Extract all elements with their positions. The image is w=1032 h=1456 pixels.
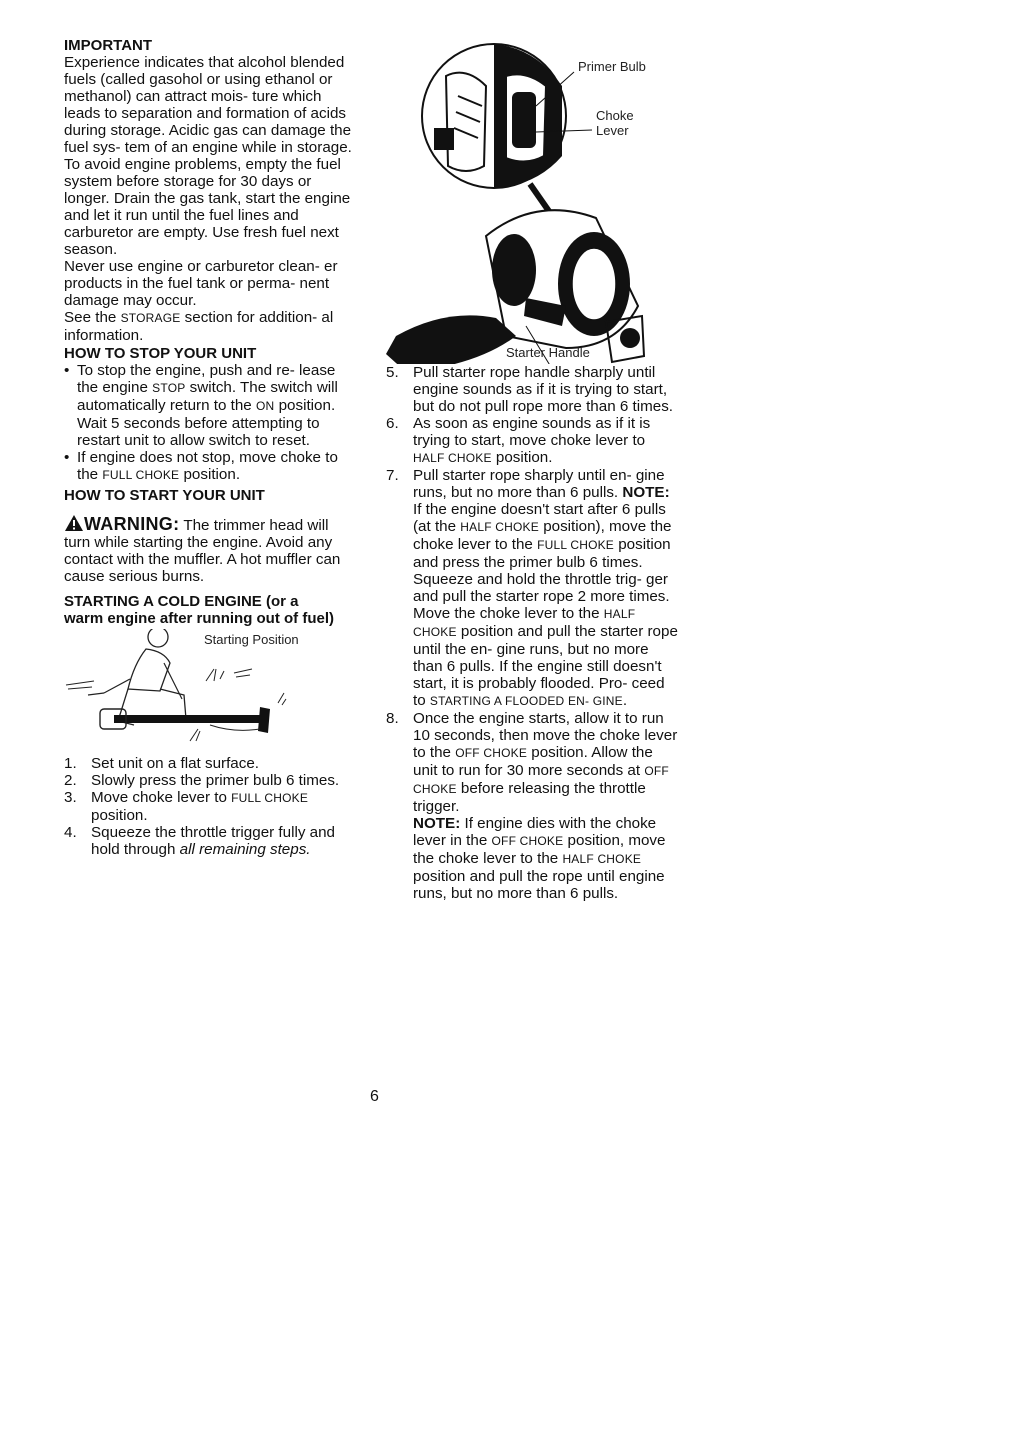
start-step-5: 5. Pull starter rope handle sharply until engine sounds as if it is trying to start, but do not pull rope more than 6 times. <box>386 364 674 415</box>
warning-block <box>64 514 356 585</box>
starting-position-figure <box>64 629 356 755</box>
primer-bulb-label: Primer Bulb <box>578 59 646 74</box>
cold-start-heading: STARTING A COLD ENGINE (or a warm engine after running out of fuel) <box>64 593 334 627</box>
start-step-7: 7. Pull starter rope sharply until en- gine runs, but no more than 6 pulls. NOTE: If the engine doesn't start after 6 pulls (at the HALF CHOKE position), move the choke lever to the FULL CHOKE position and press the primer bulb 6 times. Squeeze and hold the throttle trig- ger and pull the starter rope 2 more times. Move the choke lever to the HALF CHOKE position and pull the starter rope until the en- gine runs, but no more than 6 pulls. If the engine still doesn't start, it is probably flooded. Pro- ceed to STARTING A FLOODED EN- GINE. <box>386 467 678 709</box>
starting-position-label: Starting Position <box>204 632 299 647</box>
left-column <box>64 36 356 858</box>
start-step-8: 8. Once the engine starts, allow it to run 10 seconds, then move the choke lever to the OFF CHOKE position. Allow the unit to run for 30 more seconds at OFF CHOKE before releasing the throttle trigger. NOTE: If engine dies with the choke lever in the OFF CHOKE position, move the choke lever to the HALF CHOKE position and pull the rope until engine runs, but no more than 6 pulls. <box>386 710 678 902</box>
warning-icon <box>64 514 84 532</box>
important-heading: IMPORTANT <box>64 37 153 54</box>
start-step-3: 3. Move choke lever to FULL CHOKE position. <box>64 789 309 824</box>
start-step-4: 4. Squeeze the throttle trigger fully and hold through all remaining steps. <box>64 824 335 858</box>
start-step-1: 1. Set unit on a flat surface. <box>64 755 260 772</box>
start-step-6: 6. As soon as engine sounds as if it is trying to start, move choke lever to HALF CHOKE position. <box>386 415 651 466</box>
warning-label: WARNING: <box>84 514 180 534</box>
stop-bullet-1: • To stop the engine, push and re- lease the engine STOP switch. The switch will automatically return to the ON position. Wait 5 seconds before attempting to restart unit to allow switch to reset. <box>64 362 356 449</box>
important-para-2: To avoid engine problems, empty the fuel system before storage for 30 days or longer. Drain the gas tank, start the engine and let it run until the fuel lines and carburetor are empty. Use fresh fuel next season. <box>64 156 351 258</box>
stop-list <box>64 362 356 484</box>
choke-lever-label: Choke Lever <box>596 108 634 138</box>
important-para-4: See the STORAGE section for addition- al information. <box>64 309 334 344</box>
important-para-3: Never use engine or carburetor clean- er products in the fuel tank or perma- nent damage may occur. <box>64 258 338 309</box>
right-column <box>386 36 678 902</box>
start-step-2: 2. Slowly press the primer bulb 6 times. <box>64 772 340 789</box>
engine-controls-illustration <box>386 36 678 364</box>
engine-controls-figure <box>386 36 678 364</box>
start-steps-list-continued <box>386 364 678 902</box>
stop-bullet-2: • If engine does not stop, move choke to the FULL CHOKE position. <box>64 449 356 484</box>
important-para-1: Experience indicates that alcohol blended fuels (called gasohol or using ethanol or methanol) can attract mois- ture which leads to separation and formation of acids during storage. Acidic gas can damage the fuel sys- tem of an engine while in storage. <box>64 54 352 156</box>
page-number: 6 <box>370 1088 379 1105</box>
start-heading: HOW TO START YOUR UNIT <box>64 487 265 504</box>
starter-handle-label: Starter Handle <box>506 345 590 360</box>
warning-text: The trimmer head will turn while starting the engine. Avoid any contact with the muffler. A hot muffler can cause serious burns. <box>64 517 341 585</box>
stop-heading: HOW TO STOP YOUR UNIT <box>64 345 257 362</box>
start-steps-list <box>64 755 356 858</box>
